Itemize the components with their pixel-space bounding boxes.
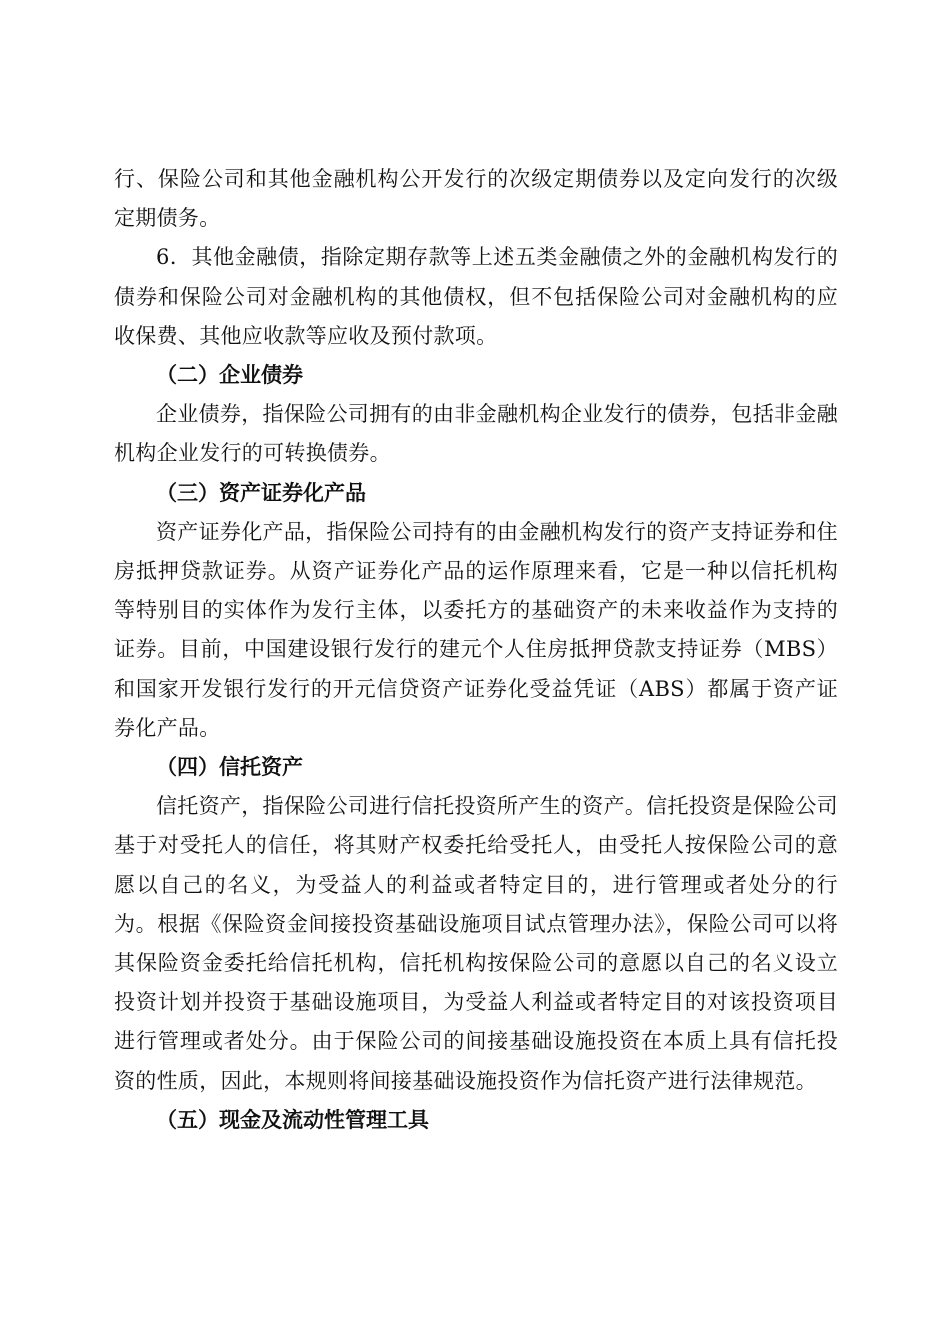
section-heading-trust-assets: （四）信托资产: [156, 755, 303, 780]
paragraph-trust-assets: 信托资产，指保险公司进行信托投资所产生的资产。信托投资是保险公司基于对受托人的信任，将其财产权委托给受托人，由受托人按保险公司的意愿以自己的名义，为受益人的利益或者特定目的，进行管理或者处分的行为。根据《保险资金间接投资基础设施项目试点管理办法》，保险公司可以将其保险资金委托给信托机构，信托机构按保险公司的意愿以自己的名义设立投资计划并投资于基础设施项目，为受益人利益或者特定目的对该投资项目进行管理或者处分。由于保险公司的间接基础设施投资在本质上具有信托投资的性质，因此，本规则将间接基础设施投资作为信托资产进行法律规范。: [114, 794, 838, 1093]
paragraph-asset-securitization: 资产证券化产品，指保险公司持有的由金融机构发行的资产支持证券和住房抵押贷款证券。从资产证券化产品的运作原理来看，它是一种以信托机构等特别目的实体作为发行主体，以委托方的基础资产的未来收益作为支持的证券。目前，中国建设银行发行的建元个人住房抵押贷款支持证券（MBS）和国家开发银行发行的开元信贷资产证券化受益凭证（ABS）都属于资产证券化产品。: [114, 519, 838, 740]
document-page: [114, 160, 838, 1140]
paragraph-other-financial-bonds: 6．其他金融债，指除定期存款等上述五类金融债之外的金融机构发行的债券和保险公司对金融机构的其他债权，但不包括保险公司对金融机构的应收保费、其他应收款等应收及预付款项。: [114, 245, 838, 348]
section-heading-asset-securitization: （三）资产证券化产品: [156, 480, 366, 505]
section-heading-corporate-bonds: （二）企业债券: [156, 363, 303, 388]
paragraph-continued: 行、保险公司和其他金融机构公开发行的次级定期债券以及定向发行的次级定期债务。: [114, 167, 838, 231]
paragraph-corporate-bonds: 企业债券，指保险公司拥有的由非金融机构企业发行的债券，包括非金融机构企业发行的可转换债券。: [114, 402, 838, 466]
section-heading-cash-liquidity: （五）现金及流动性管理工具: [156, 1107, 429, 1132]
